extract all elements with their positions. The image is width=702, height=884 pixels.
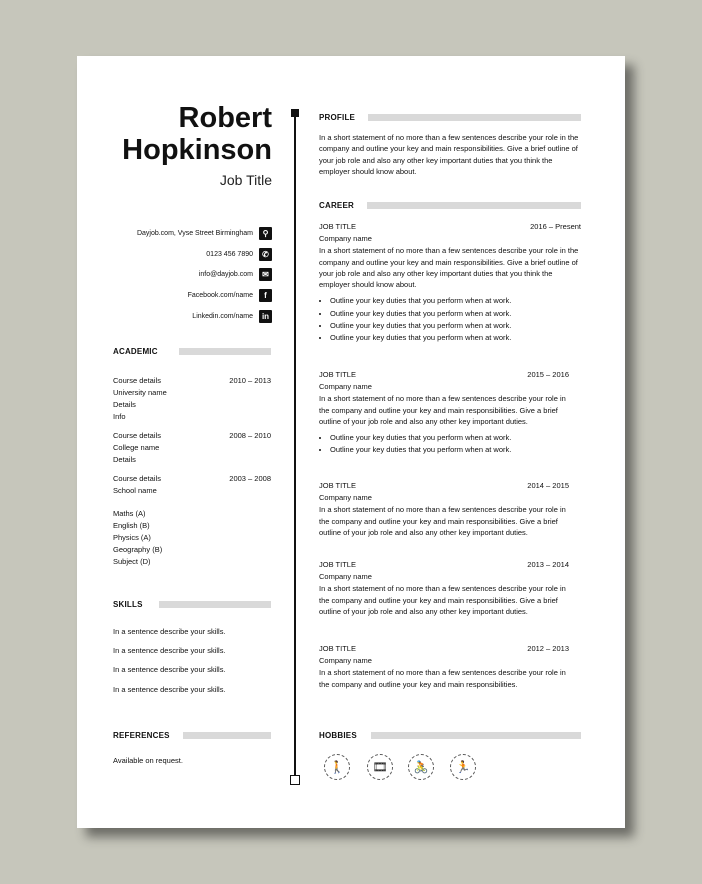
- running-icon: 🏃: [450, 754, 476, 780]
- facebook-icon: f: [259, 289, 272, 302]
- references-text: Available on request.: [113, 756, 183, 765]
- profile-text: In a short statement of no more than a few sentences describe your role in the company and outline your key and main responsibilities. Give a brief outline of your job role and also any other key important duties that you think the employer should know about.: [319, 133, 579, 176]
- heading-bar: [183, 732, 271, 739]
- linkedin-icon: in: [259, 310, 272, 323]
- contact-phone: 0123 456 7890 ✆: [206, 246, 272, 262]
- skill-item: In a sentence describe your skills.: [113, 646, 226, 655]
- heading-bar: [371, 732, 581, 739]
- hobbies-heading: HOBBIES: [319, 731, 581, 740]
- candidate-name: Robert Hopkinson: [122, 102, 272, 166]
- heading-bar: [367, 202, 581, 209]
- duties-list: • Outline your key duties that you perform when at work. • Outline your key duties that you perform when at work.: [319, 432, 569, 457]
- career-entry: JOB TITLE 2016 – Present Company name In a short statement of no more than a few sentences describe your role in the company and outline your key and main responsibilities. Give a brief outline of your job role and also any other key important duties that you think the employer should know about. • Outline your key duties that you perform when at work. • Outline your key duties that you perform when at work. • Outline your key duties that you perform when at work. • Outline your key duties that you perform when at work.: [319, 221, 581, 344]
- resume-page: [77, 56, 625, 828]
- career-entry: JOB TITLE 2014 – 2015 Company name In a short statement of no more than a few sentences describe your role in the company and outline your key and main responsibilities. Give a brief outline of your job role and also any other key important duties.: [319, 481, 569, 537]
- skill-item: In a sentence describe your skills.: [113, 685, 226, 694]
- academic-entry: Course details 2010 – 2013 University name Details Info: [113, 376, 271, 421]
- skills-heading: SKILLS: [113, 600, 271, 609]
- hiking-icon: 🚶: [324, 754, 350, 780]
- subject-list: Maths (A) English (B) Physics (A) Geography (B) Subject (D): [113, 509, 163, 566]
- heading-bar: [179, 348, 271, 355]
- duties-list: • Outline your key duties that you perform when at work. • Outline your key duties that you perform when at work. • Outline your key duties that you perform when at work. • Outline your key duties that you perform when at work.: [319, 295, 581, 344]
- cycling-icon: 🚴: [408, 754, 434, 780]
- skill-item: In a sentence describe your skills.: [113, 627, 226, 636]
- contact-linkedin: Linkedin.com/name in: [192, 308, 272, 324]
- contact-email: info@dayjob.com ✉: [199, 266, 272, 282]
- candidate-job-title: Job Title: [219, 172, 272, 188]
- location-icon: ⚲: [259, 227, 272, 240]
- phone-icon: ✆: [259, 248, 272, 261]
- heading-bar: [159, 601, 271, 608]
- academic-heading: ACADEMIC: [113, 347, 271, 356]
- skill-item: In a sentence describe your skills.: [113, 665, 226, 674]
- timeline-line: [294, 112, 296, 776]
- timeline-end-marker: [290, 775, 300, 785]
- contact-facebook: Facebook.com/name f: [188, 287, 272, 303]
- contact-address: Dayjob.com, Vyse Street Birmingham ⚲: [137, 225, 272, 241]
- career-entry: JOB TITLE 2015 – 2016 Company name In a short statement of no more than a few sentences describe your role in the company and outline your key and main responsibilities. Give a brief outline of your job role and also any other key important duties. • Outline your key duties that you perform when at work. • Outline your key duties that you perform when at work.: [319, 369, 569, 457]
- academic-entry: Course details 2008 – 2010 College name Details: [113, 431, 271, 464]
- profile-heading: PROFILE: [319, 113, 581, 122]
- film-icon: 🎞: [367, 754, 393, 780]
- academic-entry: Course details 2003 – 2008 School name: [113, 474, 271, 495]
- heading-bar: [368, 114, 581, 121]
- career-entry: JOB TITLE 2012 – 2013 Company name In a short statement of no more than a few sentences describe your role in the company and outline your key and main responsibilities.: [319, 644, 569, 689]
- career-heading: CAREER: [319, 201, 581, 210]
- references-heading: REFERENCES: [113, 731, 271, 740]
- email-icon: ✉: [259, 268, 272, 281]
- career-entry: JOB TITLE 2013 – 2014 Company name In a short statement of no more than a few sentences describe your role in the company and outline your key and main responsibilities. Give a brief outline of your job role and also any other key important duties.: [319, 560, 569, 616]
